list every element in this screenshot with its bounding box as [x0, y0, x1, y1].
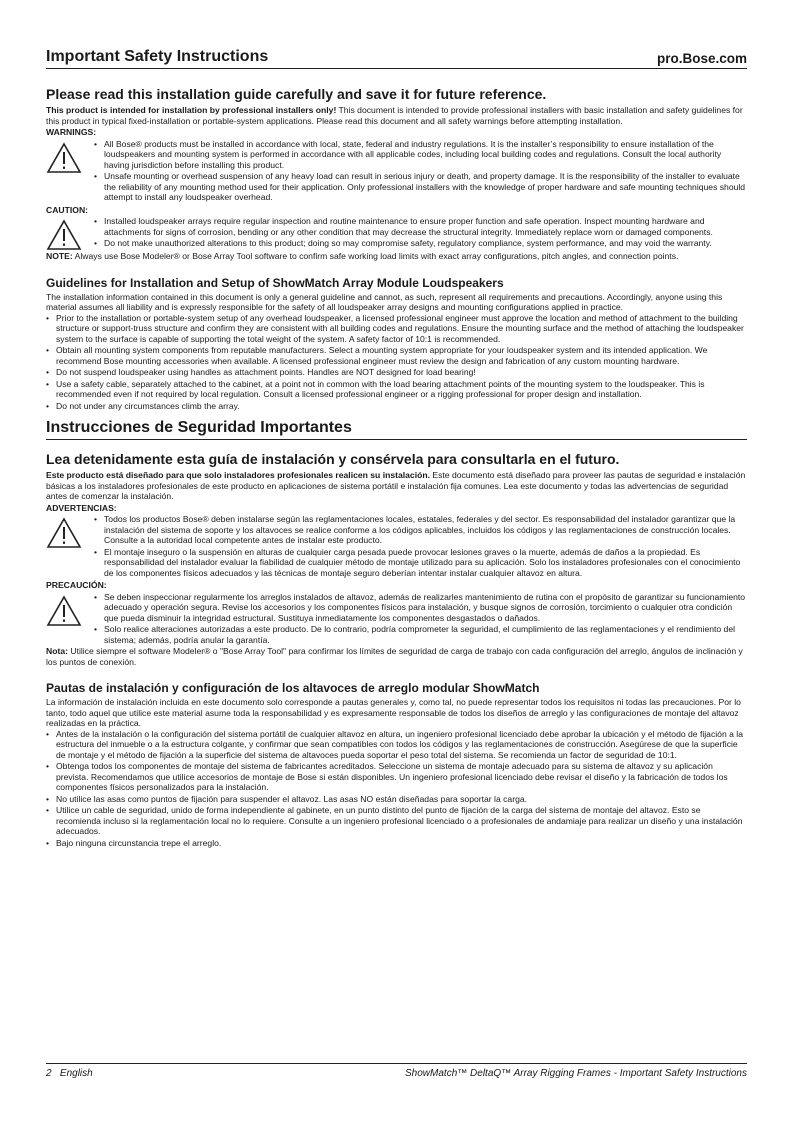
list-item: • Do not suspend loudspeaker using handles as attachment points. Handles are NOT designed for load bearing! — [56, 367, 747, 378]
list-item: • Do not under any circumstances climb the array. — [56, 401, 747, 412]
es-caution-block — [46, 592, 747, 647]
es-warnings-block — [46, 514, 747, 579]
es-heading: Lea detenidamente esta guía de instalación y consérvela para consultarla en el futuro. — [46, 451, 620, 467]
list-item: • Obtain all mounting system components from reputable manufacturers. Select a mounting system appropriate for your loudspeaker system and its intended application. We recommend Bose mounting accessories when available. A licensed professional engineer must review the design and fabrication of any custom mounting hardware. — [56, 345, 747, 366]
list-item: • Use a safety cable, separately attached to the cabinet, at a point not in common with the load bearing attachment points of the mounting system to the loudspeaker. This is recommended even if not required by local regulation. Consult a licensed professional engineer or a rigging professional for proper design and installation. — [56, 379, 747, 400]
es-section-title: Instrucciones de Seguridad Importantes — [46, 418, 747, 440]
warning-triangle-icon — [46, 517, 82, 549]
en-intro: This product is intended for installation by professional installers only! This document is intended to provide professional installers with basic installation and safety guidelines for this product in typical fixed-installation or portable-system applications. Please read this document and all safety warnings before attempting installation. — [46, 105, 743, 126]
es-guidelines-intro: La información de instalación incluida en este documento solo corresponde a pautas generales y, como tal, no puede representar todos los requisitos ni todas las precauciones. Por lo tanto, todo aquel que utilice este material asume toda la responsabilidad y es expresamente responsable de todos los diseños de arreglo y las configuraciones de montaje del altavoz realizadas en la práctica. — [46, 697, 741, 728]
list-item: • Bajo ninguna circunstancia trepe el arreglo. — [56, 838, 747, 849]
page-title: Important Safety Instructions — [46, 48, 269, 65]
list-item: • All Bose® products must be installed in accordance with local, state, federal and industry regulations. It is the installer’s responsibility to ensure installation of the loudspeakers and mounting system is performed in accordance with all applicable codes, including local building codes and regulations. Consult the local authority having jurisdiction before installing this product. — [104, 139, 747, 171]
list-item: • Obtenga todos los componentes de montaje del sistema de fabricantes acreditados. Seleccione un sistema de montaje adecuado para su sistema de altavoz y su aplicación prevista. Recomendamos que utilice accesorios de montaje de Bose si están disponibles. Un ingeniero profesional licenciado debe revisar el diseño y la fabricación de todos los componentes físicos personalizados para la instalación. — [56, 761, 747, 793]
en-caution-label: CAUTION: — [46, 204, 89, 215]
es-guidelines-title: Pautas de instalación y configuración de los altavoces de arreglo modular ShowMatch — [46, 681, 540, 695]
list-item: • Do not make unauthorized alterations to this product; doing so may compromise safety, regulatory compliance, system performance, and may void the warranty. — [104, 238, 747, 249]
es-caution-list — [92, 592, 747, 647]
es-warnings-list — [92, 514, 747, 579]
es-note: Nota: Utilice siempre el software Modeler® o "Bose Array Tool" para confirmar los límites de seguridad de carga de trabajo con cada configuración del arreglo, ángulos de inclinación y los puntos de conexión. — [46, 646, 743, 667]
page — [46, 48, 747, 849]
en-note: NOTE: Always use Bose Modeler® or Bose Array Tool software to confirm safe working load limits with exact array configurations, pitch angles, and connection points. — [46, 251, 679, 261]
footer-doc-title: ShowMatch™ DeltaQ™ Array Rigging Frames - Important Safety Instructions — [405, 1068, 747, 1079]
warning-triangle-icon — [46, 219, 82, 251]
list-item: • Unsafe mounting or overhead suspension of any heavy load can result in serious injury or death, and property damage. It is the responsibility of the installer to evaluate the reliability of any mounting method used for their application. Only professional installers with the knowledge of proper hardware and safe mounting techniques should attempt to install any loudspeaker overhead. — [104, 171, 747, 203]
en-caution-list — [92, 216, 747, 250]
es-intro: Este producto está diseñado para que solo instaladores profesionales realicen su instalación. Este documento está diseñado para proveer las pautas de seguridad e instalación básicas a los instaladores profesionales de este producto en aplicaciones de sistema portátil e instalación fija comunes. Lea este documento y todas las advertencias de seguridad antes de comenzar la instalación. — [46, 470, 746, 501]
list-item: • Antes de la instalación o la configuración del sistema portátil de cualquier altavoz en altura, un ingeniero profesional licenciado debe aprobar la ubicación y el método de fijación a la estructura del inmueble o a la estructura colgante, y confirmar que sean compatibles con todos los códigos y las reglamentaciones de construcción. Asegúrese de que la superficie de montaje y el método de fijación a la superficie del sistema de altavoces pueda soportar el peso total del sistema. Se recomienda un factor de seguridad de 10:1. — [56, 729, 747, 761]
list-item: • Todos los productos Bose® deben instalarse según las reglamentaciones locales, estatales, federales y del sector. Es responsabilidad del instalador garantizar que la instalación del sistema de soporte y los altavoces se realice conforme a los códigos aplicables, incluidos los códigos y las reglamentaciones de construcción locales. Consulte a la autoridad local competente antes de instalar este producto. — [104, 514, 747, 546]
list-item: • Se deben inspeccionar regularmente los arreglos instalados de altavoz, además de realizarles mantenimiento de rutina con el propósito de garantizar su funcionamiento adecuado y operación segura. Revise los accesorios y los componentes físicos para instalación, y busque signos de corrosión, torcimiento o cualquier otra condición que pueda disminuir la integridad estructural. Sustituya inmediatamente los componentes desgastados o dañados. — [104, 592, 747, 624]
footer-page-number: 2 English — [46, 1068, 93, 1079]
en-guidelines-intro: The installation information contained in this document is only a general guideline and cannot, as such, represent all requirements and precautions. Accordingly, anyone using this material assumes all liability and is expressly responsible for the safety of all loudspeaker array designs and mounting configurations applied in practice. — [46, 291, 723, 312]
list-item: • No utilice las asas como puntos de fijación para suspender el altavoz. Las asas NO están diseñadas para soportar la carga. — [56, 794, 747, 805]
warning-triangle-icon — [46, 595, 82, 627]
en-warnings-list — [92, 139, 747, 204]
list-item: • Solo realice alteraciones autorizadas a este producto. De lo contrario, podría comprometer la seguridad, el cumplimiento de las reglamentaciones y el rendimiento del sistema; además, podría anular la garantía. — [104, 624, 747, 645]
warning-triangle-icon — [46, 142, 82, 174]
en-heading: Please read this installation guide carefully and save it for future reference. — [46, 86, 547, 102]
list-item: • Utilice un cable de seguridad, unido de forma independiente al gabinete, en un punto distinto del punto de fijación de la carga del sistema de montaje del altavoz. Esto se recomienda incluso si la reglamentación local no lo requiere. Consulte a un ingeniero profesional licenciado o a profesionales de andamiaje para realizar un diseño y una instalación adecuados. — [56, 805, 747, 837]
es-guidelines-list — [46, 729, 747, 849]
en-guidelines-list — [46, 313, 747, 412]
en-warnings-block — [46, 139, 747, 204]
list-item: • Prior to the installation or portable-system setup of any overhead loudspeaker, a licensed professional engineer must approve the location and method of attachment to the building structure or support-truss structure and confirm they are consistent with all building codes and regulations. Ensure the mounting surface and the method of attaching the loudspeaker system to the surface is capable of supporting the total weight of the system. A safety factor of 10:1 is recommended. — [56, 313, 747, 345]
es-caution-label: PRECAUCIÓN: — [46, 580, 107, 590]
list-item: • Installed loudspeaker arrays require regular inspection and routine maintenance to ensure proper function and safe operation. Inspect mounting hardware and attachments for signs of corrosion, bending or any other condition that may decrease the structural integrity. Immediately replace worn or damaged components. — [104, 216, 747, 237]
es-warnings-label: ADVERTENCIAS: — [46, 502, 117, 513]
site-link[interactable]: pro.Bose.com — [656, 51, 747, 66]
en-caution-block — [46, 216, 747, 251]
list-item: • El montaje inseguro o la suspensión en alturas de cualquier carga pesada puede provocar lesiones graves o la muerte, además de daños a la propiedad. Es responsabilidad del instalador evaluar la fiabilidad de cualquier método de montaje utilizado para su aplicación. Solo los instaladores profesionales con el conocimiento de los componentes físicos adecuados y las técnicas de montaje seguro deberían intentar instalar cualquier altavoz en altura. — [104, 547, 747, 579]
page-header — [46, 48, 747, 69]
en-guidelines-title: Guidelines for Installation and Setup of ShowMatch Array Module Loudspeakers — [46, 275, 504, 290]
en-warnings-label: WARNINGS: — [46, 127, 97, 137]
page-footer — [46, 1063, 747, 1079]
